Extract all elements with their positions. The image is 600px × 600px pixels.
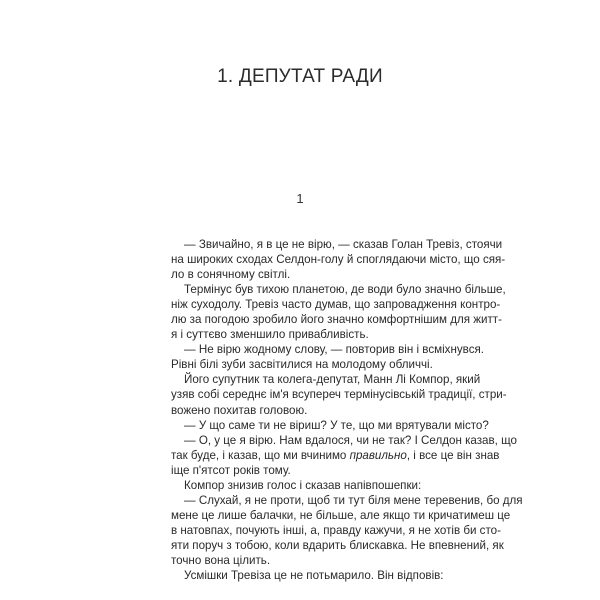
chapter-title: 1. ДЕПУТАТ РАДИ <box>217 66 383 87</box>
text-line: в натовпах, почують інші, а, правду кажучи, я не хотів би сто- <box>171 523 501 537</box>
paragraph <box>171 237 506 282</box>
text-line: на широких сходах Селдон-голу й споглядаючи місто, що сяя- <box>171 253 506 267</box>
body-text <box>171 237 523 583</box>
paragraph <box>171 418 489 433</box>
section-number: 1 <box>296 191 304 206</box>
paragraph <box>171 342 484 372</box>
text-line: — Слухай, я не проти, щоб ти тут біля мене теревенив, бо для <box>184 493 523 507</box>
paragraph <box>171 282 506 342</box>
text-line: іще п'ятсот років тому. <box>171 463 291 477</box>
paragraph <box>171 478 457 493</box>
text-line: мене це лише балачки, не більше, але якщо ти кричатимеш це <box>171 508 511 522</box>
text-line: я і суттєво зменшило привабливість. <box>171 328 369 342</box>
text-line: так буде, і казав, що ми вчинимо правильно, і все це він знав <box>171 448 500 462</box>
paragraph <box>171 493 523 568</box>
text-line: лю за погодою зробило його значно комфортнішим для житт- <box>171 313 502 327</box>
text-line: ніж суходолу. Тревіз часто думав, що запровадження контро- <box>171 298 501 312</box>
text-line: — О, у це я вірю. Нам вдалося, чи не так? І Селдон казав, що <box>184 433 517 447</box>
text-line: узяв собі середнє ім'я всупереч термінусівській традиції, стри- <box>171 388 507 402</box>
text-line: точно вона цілить. <box>171 553 271 567</box>
text-line: Усмішки Тревіза це не потьмарило. Він відповів: <box>184 569 444 583</box>
text-line: — Не вірю жодному слову, — повторив він і всміхнувся. <box>184 343 484 357</box>
paragraph <box>171 433 517 478</box>
paragraph <box>171 568 457 583</box>
italic-emphasis: правильно <box>349 448 407 462</box>
text-line: Термінус був тихою планетою, де води було значно більше, <box>184 283 506 297</box>
text-line: Його супутник та колега-депутат, Манн Лі Компор, який <box>184 373 481 387</box>
text-line: — Звичайно, я в це не вірю, — сказав Голан Тревіз, стоячи <box>184 238 503 251</box>
text-line: ло в сонячному світлі. <box>171 268 291 282</box>
text-line: вожено похитав головою. <box>171 403 308 417</box>
text-line: — У що саме ти не віриш? У те, що ми врятували місто? <box>184 418 489 432</box>
text-line: Рівні білі зуби засвітилися на молодому обличчі. <box>171 358 433 372</box>
text-line: Компор знизив голос і сказав напівпошепки: <box>184 478 422 492</box>
text-line: яти поруч з тобою, коли вдарить блискавка. Не впевнений, як <box>171 538 504 552</box>
paragraph <box>171 372 507 417</box>
